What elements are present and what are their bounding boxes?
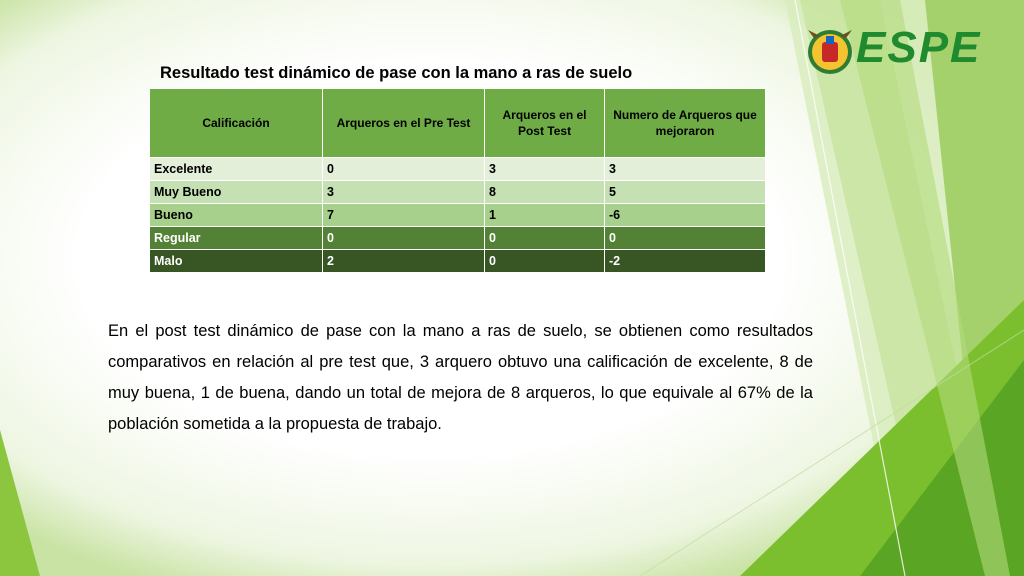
header-post-test: Arqueros en el Post Test [485, 89, 605, 158]
table-cell: -2 [605, 250, 766, 273]
table-cell: 0 [485, 227, 605, 250]
header-pre-test: Arqueros en el Pre Test [323, 89, 485, 158]
table-cell: 0 [485, 250, 605, 273]
table-cell: 7 [323, 204, 485, 227]
header-mejoraron: Numero de Arqueros que mejoraron [605, 89, 766, 158]
results-table [149, 88, 766, 273]
table-cell: 1 [485, 204, 605, 227]
summary-paragraph: En el post test dinámico de pase con la mano a ras de suelo, se obtienen como resultados comparativos en relación al pre test que, 3 arquero obtuvo una calificación de excelente, 8 de muy buena, 1 de buena, dando un total de mejora de 8 arqueros, lo que equivale al 67% de la población sometida a la propuesta de trabajo. [108, 322, 813, 433]
table-cell: -6 [605, 204, 766, 227]
table-cell: 0 [323, 158, 485, 181]
slide-title: Resultado test dinámico de pase con la mano a ras de suelo [160, 64, 633, 82]
table-cell: Muy Bueno [150, 181, 323, 204]
table-row [150, 204, 766, 227]
table-cell: Bueno [150, 204, 323, 227]
espe-wordmark: ESPE [856, 23, 982, 72]
table-cell: 3 [605, 158, 766, 181]
table-header-row [150, 89, 766, 158]
table-cell: 8 [485, 181, 605, 204]
table-cell: 2 [323, 250, 485, 273]
table-cell: 3 [485, 158, 605, 181]
table-cell: Malo [150, 250, 323, 273]
table-row [150, 158, 766, 181]
table-cell: 5 [605, 181, 766, 204]
table-row [150, 181, 766, 204]
header-calificacion: Calificación [150, 89, 323, 158]
table-cell: Excelente [150, 158, 323, 181]
table-cell: Regular [150, 227, 323, 250]
table-cell: 0 [323, 227, 485, 250]
table-row [150, 227, 766, 250]
table-cell: 3 [323, 181, 485, 204]
table-cell: 0 [605, 227, 766, 250]
table-row [150, 250, 766, 273]
